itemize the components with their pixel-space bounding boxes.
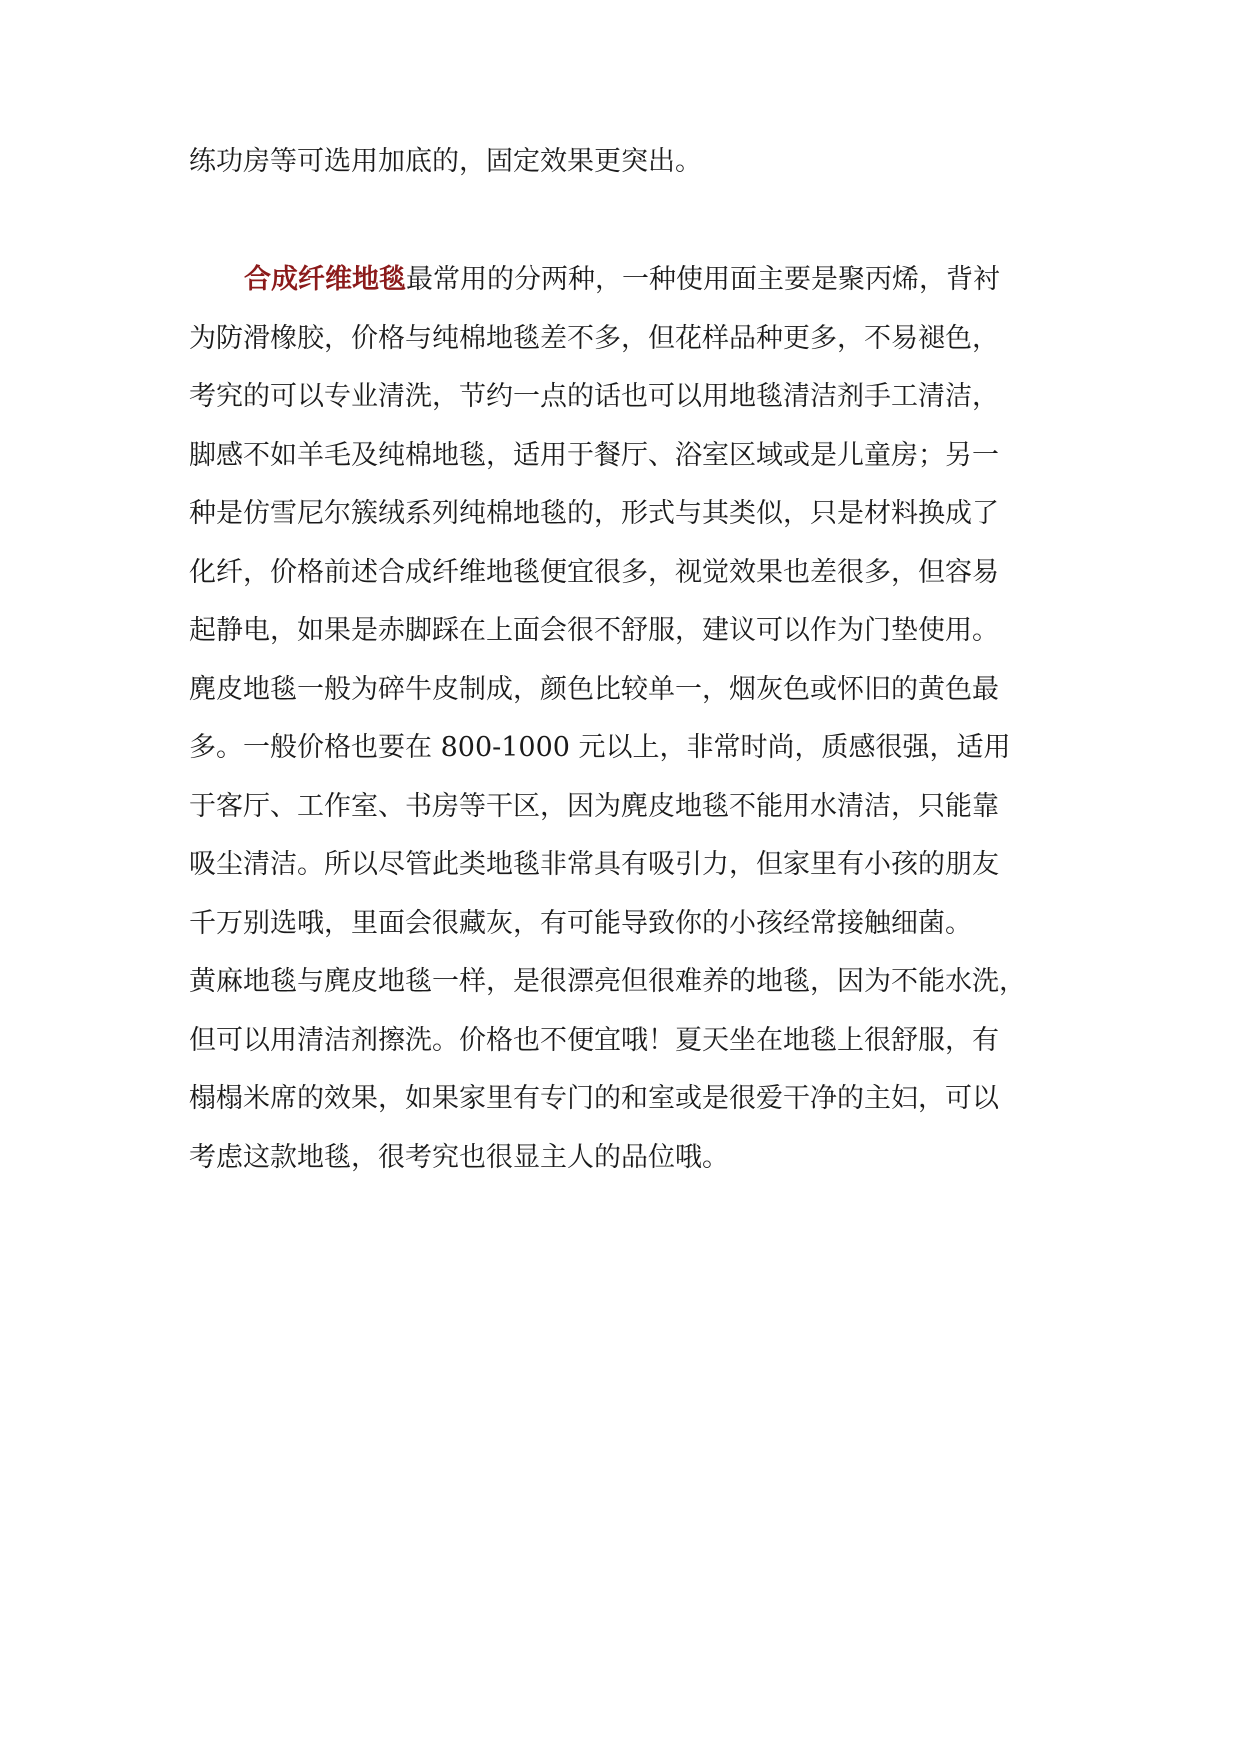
paragraph-line: 榻榻米席的效果，如果家里有专门的和室或是很爱干净的主妇，可以: [189, 1083, 999, 1114]
paragraph-line: 为防滑橡胶，价格与纯棉地毯差不多，但花样品种更多，不易褪色，: [189, 323, 999, 354]
paragraph-line: 千万别选哦，里面会很藏灰，有可能导致你的小孩经常接触细菌。: [189, 908, 972, 939]
paragraph-line: 化纤，价格前述合成纤维地毯便宜很多，视觉效果也差很多，但容易: [189, 557, 999, 588]
paragraph-line: 吸尘清洁。所以尽管此类地毯非常具有吸引力，但家里有小孩的朋友: [189, 849, 999, 880]
paragraph-line: 黄麻地毯与麂皮地毯一样，是很漂亮但很难养的地毯，因为不能水洗，: [189, 966, 1026, 997]
paragraph-line: 麂皮地毯一般为碎牛皮制成，颜色比较单一，烟灰色或怀旧的黄色最: [189, 674, 999, 705]
paragraph-line: 多。一般价格也要在 800-1000 元以上，非常时尚，质感很强，适用: [189, 732, 1011, 763]
highlighted-term: 合成纤维地毯: [244, 264, 406, 295]
paragraph-line: 脚感不如羊毛及纯棉地毯，适用于餐厅、浴室区域或是儿童房；另一: [189, 440, 999, 471]
paragraph-line: 种是仿雪尼尔簇绒系列纯棉地毯的，形式与其类似，只是材料换成了: [189, 498, 999, 529]
paragraph-line: 起静电，如果是赤脚踩在上面会很不舒服，建议可以作为门垫使用。: [189, 615, 999, 646]
paragraph-line: 于客厅、工作室、书房等干区，因为麂皮地毯不能用水清洁，只能靠: [189, 791, 999, 822]
paragraph-line-text: 最常用的分两种，一种使用面主要是聚丙烯，背衬: [406, 264, 1000, 295]
paragraph-line: 但可以用清洁剂擦洗。价格也不便宜哦！夏天坐在地毯上很舒服，有: [189, 1025, 999, 1056]
paragraph-line: 考究的可以专业清洗，节约一点的话也可以用地毯清洁剂手工清洁，: [189, 381, 999, 412]
paragraph-line: 练功房等可选用加底的，固定效果更突出。: [189, 146, 702, 177]
paragraph-line: 考虑这款地毯，很考究也很显主人的品位哦。: [189, 1142, 729, 1173]
paragraph-first-line: [244, 264, 1000, 296]
